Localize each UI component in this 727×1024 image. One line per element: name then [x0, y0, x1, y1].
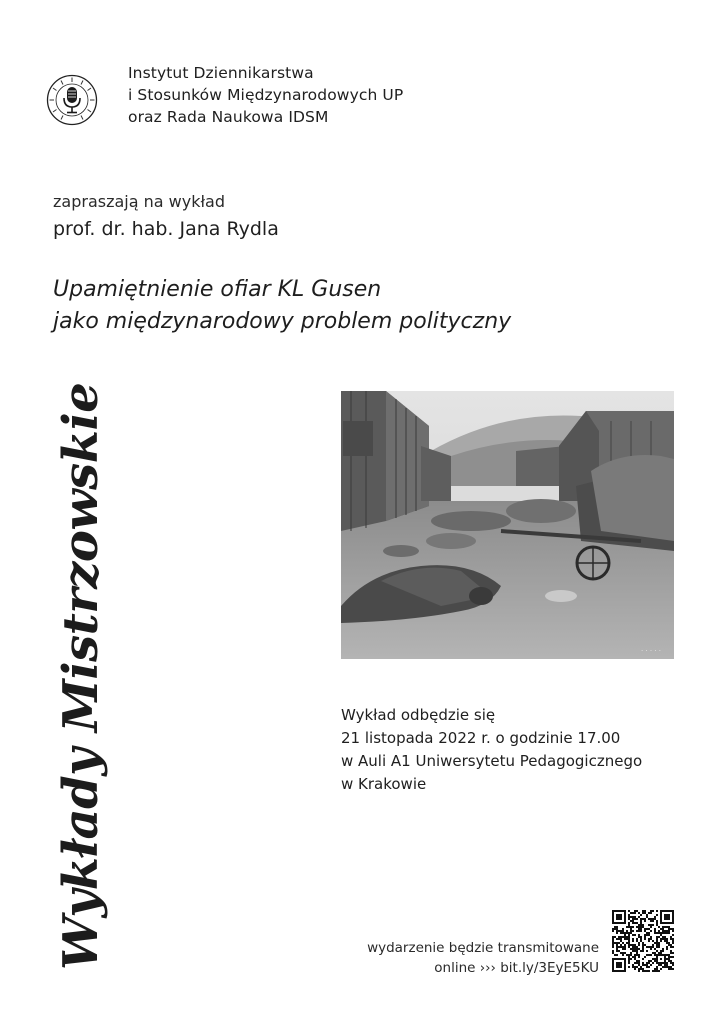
svg-text:· · · · ·: · · · · ·: [641, 647, 662, 655]
lecture-title: [53, 274, 511, 338]
qr-code[interactable]: [612, 910, 674, 972]
event-details-line-3: w Auli A1 Uniwersytetu Pedagogicznego: [341, 752, 643, 770]
event-details-line-4: w Krakowie: [341, 775, 427, 793]
institution-line-3: oraz Rada Naukowa IDSM: [128, 108, 329, 126]
microphone-seal-icon: [46, 74, 98, 126]
broadcast-link[interactable]: online ››› bit.ly/3EyE5KU: [434, 960, 599, 976]
invitation-intro: zapraszają na wykład: [53, 192, 225, 211]
qr-code-icon: [612, 910, 674, 972]
lecturer-name: prof. dr. hab. Jana Rydla: [53, 218, 279, 240]
lecture-title-line-1: Upamiętnienie ofiar KL Gusen: [53, 277, 382, 302]
lecture-title-line-2: jako międzynarodowy problem polityczny: [53, 309, 512, 334]
event-details-line-2: 21 listopada 2022 r. o godzinie 17.00: [341, 729, 621, 747]
historical-photo: [341, 391, 674, 659]
event-details: [341, 704, 642, 796]
institution-line-2: i Stosunków Międzynarodowych UP: [128, 86, 404, 104]
broadcast-line-1: wydarzenie będzie transmitowane: [367, 940, 599, 956]
event-details-line-1: Wykład odbędzie się: [341, 706, 496, 724]
broadcast-info: [367, 938, 599, 978]
institution-name: [128, 62, 403, 128]
institute-logo: [46, 74, 98, 126]
institution-line-1: Instytut Dziennikarstwa: [128, 64, 314, 82]
series-name: Wykłady Mistrzowskie: [53, 382, 109, 970]
historical-photo-gusen-camp: [341, 391, 674, 659]
